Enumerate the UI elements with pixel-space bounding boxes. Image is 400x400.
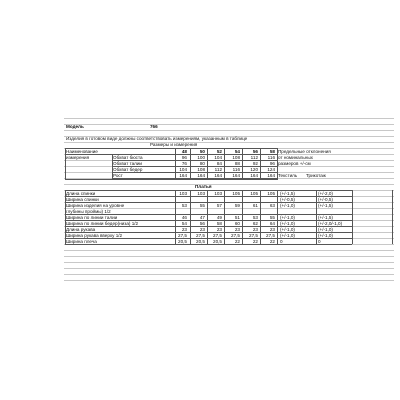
size-row-label: Обхват бюста — [113, 155, 143, 160]
model-value: 766 — [150, 124, 158, 129]
dress-table-col-line — [190, 190, 191, 244]
dress-row-value: 20,5 — [178, 239, 187, 244]
dress-table-row-line — [65, 220, 352, 221]
size-header-52: 52 — [216, 149, 222, 154]
dress-row-value: 55 — [269, 215, 275, 220]
size-table-col-line — [260, 148, 261, 179]
size-row-value: 112 — [250, 155, 258, 160]
dress-row-value: 49 — [216, 215, 222, 220]
dress-row-value: 55 — [199, 203, 205, 208]
dress-table-col-line — [242, 190, 243, 244]
dress-row-value: 27,5 — [213, 233, 222, 238]
size-table-left — [65, 148, 66, 179]
dress-row-label: глубины проймы) 1/2 — [66, 209, 111, 214]
size-table-row-line — [112, 172, 278, 173]
model-label: Модель — [66, 124, 84, 129]
dress-row-value: 23 — [216, 227, 222, 232]
sheet-gridline — [64, 250, 394, 251]
sheet-gridline — [64, 130, 394, 131]
size-row-value: 104 — [179, 167, 187, 172]
dress-row-value: 58 — [216, 221, 222, 226]
size-table-header-bottom — [65, 154, 278, 155]
dress-tolerance-textile: (+/-1,5) — [280, 191, 295, 196]
dress-tolerance-textile: (+/-1,0) — [280, 215, 295, 220]
size-row-value: 108 — [197, 167, 205, 172]
size-row-value: 96 — [269, 161, 275, 166]
size-table-col-line — [242, 148, 243, 179]
dress-row-value: 60 — [234, 221, 240, 226]
dress-row-value: 27,5 — [249, 233, 258, 238]
size-row-value: 100 — [197, 155, 205, 160]
size-table-col-line — [277, 148, 278, 179]
dress-row-value: 27,5 — [231, 233, 240, 238]
size-row-value: 116 — [232, 167, 240, 172]
sheet-gridline — [64, 262, 394, 263]
size-row-value: 164 — [232, 173, 240, 178]
dress-row-value: 105 — [232, 191, 240, 196]
dress-tolerance-textile: (+/-1,0) — [280, 233, 295, 238]
dress-row-value: 103 — [214, 191, 222, 196]
size-row-value: 120 — [250, 167, 258, 172]
dress-row-value: 20,5 — [213, 239, 222, 244]
dress-table-col-line — [224, 190, 225, 244]
dress-table-col-line — [277, 190, 278, 244]
name-label-1: Наименование — [66, 149, 98, 154]
dress-row-label: Длина спинки — [66, 191, 96, 196]
size-row-value: 164 — [197, 173, 205, 178]
size-header-56: 56 — [252, 149, 258, 154]
size-header-48: 48 — [181, 149, 187, 154]
dress-tolerance-knit: (+/-1,5) — [318, 215, 333, 220]
size-table-col-line — [175, 148, 176, 179]
tolerance-header-2: от номинальных — [278, 155, 313, 160]
tolerance-header-1: Предельные отклонения — [278, 149, 331, 154]
size-table-row-line — [112, 160, 278, 161]
sheet-gridline — [64, 268, 394, 269]
dress-table-row-line — [65, 232, 352, 233]
dress-table-row-line — [65, 238, 352, 239]
dress-row-value: 64 — [269, 221, 275, 226]
dress-row-value: 22 — [234, 239, 240, 244]
size-table-col-line — [190, 148, 191, 179]
size-table-row-line — [112, 166, 278, 167]
dress-row-value: 23 — [234, 227, 240, 232]
dress-row-value: 63 — [269, 203, 275, 208]
dress-tolerance-textile: (+/-0,5) — [280, 197, 295, 202]
dress-row-label: Ширина плеча — [66, 239, 97, 244]
name-label-2: измерения — [66, 155, 90, 160]
dress-row-value: 47 — [199, 215, 205, 220]
dress-row-value: 23 — [199, 227, 205, 232]
dress-tolerance-knit: (+/-2,0) — [318, 191, 333, 196]
dress-table-col-line — [207, 190, 208, 244]
dress-row-value: 103 — [179, 191, 187, 196]
dress-row-value: 23 — [181, 227, 187, 232]
dress-tolerance-knit: (+/-0,5) — [318, 197, 333, 202]
dress-row-label: Ширина рукава вверху 1/2 — [66, 233, 123, 238]
dress-table-row-line — [65, 244, 352, 245]
sheet-gridline — [64, 118, 394, 119]
sizes-title: Размеры и измерения — [150, 142, 198, 147]
dress-table-row-line — [65, 226, 352, 227]
size-row-value: 124 — [267, 167, 275, 172]
dress-row-value: 105 — [267, 191, 275, 196]
dress-title: Платья — [195, 184, 212, 189]
dress-row-value: 56 — [199, 221, 205, 226]
dress-row-label: Ширина изделия на уровне — [66, 203, 125, 208]
size-table-bottom — [65, 179, 278, 180]
dress-table-left — [65, 190, 66, 244]
dress-row-value: 53 — [252, 215, 258, 220]
dress-row-label: Ширина по линии талии — [66, 215, 118, 220]
size-table-col-line — [207, 148, 208, 179]
size-header-54: 54 — [234, 149, 240, 154]
size-row-value: 116 — [267, 155, 275, 160]
size-row-label: Обхват талии — [113, 161, 142, 166]
size-table-top — [65, 148, 278, 149]
dress-table-col-line — [175, 190, 176, 244]
dress-tolerance-knit: (+/-1,0) — [318, 227, 333, 232]
dress-row-value: 23 — [269, 227, 275, 232]
fabric-knit-label: Трикотаж — [306, 173, 326, 178]
dress-table-tol-split — [316, 190, 317, 244]
dress-row-value: 27,5 — [178, 233, 187, 238]
dress-row-value: 53 — [181, 203, 187, 208]
tolerance-header-3: размеров +/-см — [278, 161, 311, 166]
fabric-textile-label: Текстиль — [278, 173, 298, 178]
measurement-note: Изделия в готовом виде должны соответствовать измерениям, указанным в таблице — [66, 136, 248, 141]
size-table-col-line — [224, 148, 225, 179]
dress-row-value: 22 — [252, 239, 258, 244]
size-row-value: 164 — [179, 173, 187, 178]
size-row-label: Обхват бедер — [113, 167, 143, 172]
size-row-value: 88 — [234, 161, 240, 166]
dress-table-row-line — [65, 214, 352, 215]
dress-row-value: 27,5 — [266, 233, 275, 238]
dress-table-far-right — [392, 190, 393, 244]
dress-tolerance-knit: (+/-2,0/-1,0) — [318, 221, 343, 226]
dress-tolerance-textile: 0 — [280, 239, 283, 244]
sheet-gridline — [64, 124, 394, 125]
size-row-value: 164 — [214, 173, 222, 178]
dress-row-value: 54 — [181, 221, 187, 226]
dress-table-top — [65, 190, 352, 191]
dress-tolerance-textile: (+/-1,0) — [280, 221, 295, 226]
dress-tolerance-knit: (+/-1,5) — [318, 203, 333, 208]
size-row-value: 80 — [199, 161, 205, 166]
dress-row-value: 22 — [269, 239, 275, 244]
dress-row-value: 59 — [234, 203, 240, 208]
size-header-58: 58 — [269, 149, 275, 154]
dress-row-value: 51 — [234, 215, 240, 220]
dress-row-value: 20,5 — [196, 239, 205, 244]
size-table-name-split — [112, 154, 113, 179]
dress-tolerance-textile: (+/-1,0) — [280, 203, 295, 208]
size-row-value: 84 — [216, 161, 222, 166]
size-row-value: 96 — [181, 155, 187, 160]
dress-row-value: 46 — [181, 215, 187, 220]
dress-tolerance-knit: (+/-1,0) — [318, 233, 333, 238]
dress-row-label: Ширина по линии бедер(низа) 1/2 — [66, 221, 139, 226]
size-row-value: 108 — [232, 155, 240, 160]
dress-row-value: 57 — [216, 203, 222, 208]
dress-row-value: 27,5 — [196, 233, 205, 238]
dress-row-value: 103 — [197, 191, 205, 196]
size-row-label: Рост — [113, 173, 123, 178]
dress-row-value: 105 — [250, 191, 258, 196]
dress-tolerance-knit: 0 — [318, 239, 321, 244]
size-row-value: 92 — [252, 161, 258, 166]
sheet-gridline — [64, 274, 394, 275]
dress-row-label: Длина рукава — [66, 227, 96, 232]
dress-row-value: 23 — [252, 227, 258, 232]
dress-table-row-line — [65, 196, 352, 197]
size-row-value: 76 — [181, 161, 187, 166]
size-row-value: 164 — [267, 173, 275, 178]
dress-row-value: 62 — [252, 221, 258, 226]
size-row-value: 112 — [214, 167, 222, 172]
size-header-50: 50 — [199, 149, 205, 154]
dress-table-row-line — [65, 202, 352, 203]
dress-table-right — [352, 190, 353, 244]
size-row-value: 104 — [214, 155, 222, 160]
dress-tolerance-textile: (+/-1,0) — [280, 227, 295, 232]
size-row-value: 164 — [250, 173, 258, 178]
sheet-gridline — [64, 280, 394, 281]
dress-row-label: Ширина спинки — [66, 197, 99, 202]
sheet-gridline — [64, 256, 394, 257]
dress-table-col-line — [260, 190, 261, 244]
dress-row-value: 61 — [252, 203, 258, 208]
